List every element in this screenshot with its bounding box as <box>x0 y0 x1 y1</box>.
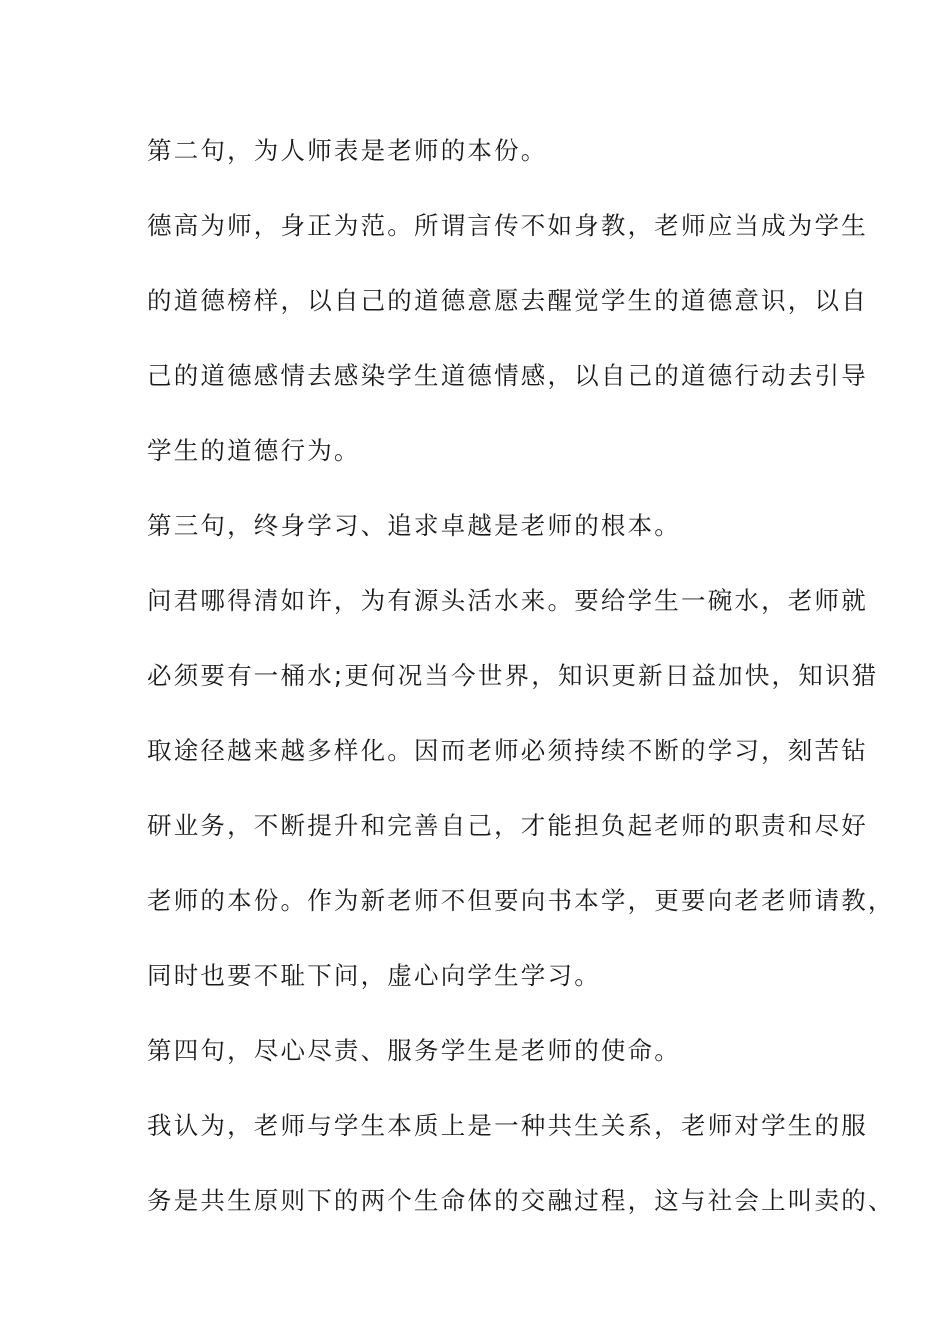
paragraph-line: 老师的本份。作为新老师不但要向书本学，更要向老老师请教， <box>147 886 895 915</box>
paragraph-line: 学生的道德行为。 <box>147 436 361 465</box>
paragraph-line: 我认为，老师与学生本质上是一种共生关系，老师对学生的服 <box>147 1111 868 1140</box>
paragraph-line: 的道德榜样，以自己的道德意愿去醒觉学生的道德意识，以自 <box>147 286 868 315</box>
paragraph-line: 取途径越来越多样化。因而老师必须持续不断的学习，刻苦钻 <box>147 736 868 765</box>
heading-third-principle: 第三句，终身学习、追求卓越是老师的根本。 <box>147 511 681 540</box>
paragraph-line: 必须要有一桶水;更何况当今世界，知识更新日益加快，知识猎 <box>147 661 879 690</box>
paragraph-line: 务是共生原则下的两个生命体的交融过程，这与社会上叫卖的、 <box>147 1186 895 1215</box>
paragraph-line: 同时也要不耻下问，虚心向学生学习。 <box>147 961 601 990</box>
paragraph-line: 德高为师，身正为范。所谓言传不如身教，老师应当成为学生 <box>147 211 868 240</box>
paragraph-line: 己的道德感情去感染学生道德情感，以自己的道德行动去引导 <box>147 361 868 390</box>
heading-second-principle: 第二句，为人师表是老师的本份。 <box>147 136 548 165</box>
paragraph-line: 研业务，不断提升和完善自己，才能担负起老师的职责和尽好 <box>147 811 868 840</box>
paragraph-line: 问君哪得清如许，为有源头活水来。要给学生一碗水，老师就 <box>147 586 868 615</box>
heading-fourth-principle: 第四句，尽心尽责、服务学生是老师的使命。 <box>147 1036 681 1065</box>
